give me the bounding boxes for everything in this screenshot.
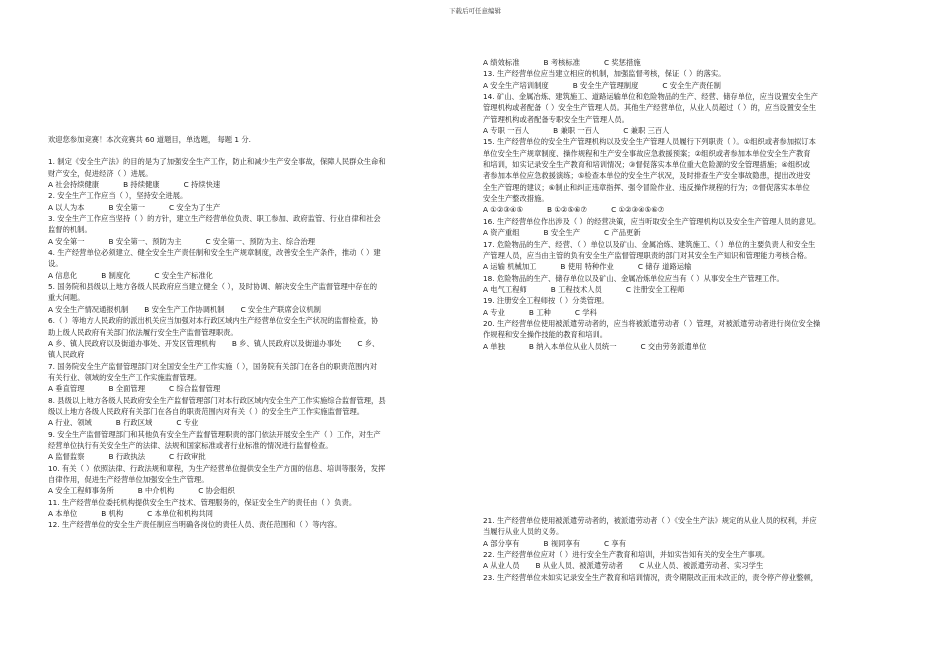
question-text: 设。 bbox=[48, 259, 63, 269]
answer-option: B 工种 bbox=[528, 307, 551, 317]
answer-option: B ①②⑤⑥⑦ bbox=[547, 205, 588, 215]
options-row bbox=[48, 179, 466, 190]
options-row bbox=[48, 508, 466, 519]
question-block bbox=[48, 361, 466, 395]
answer-option: A 运输 机械加工 bbox=[483, 262, 537, 272]
options-row bbox=[483, 125, 903, 136]
question-text: 17. 危险物品的生产、经营、（ ）单位以及矿山、金属冶炼、建筑施工、（ ）单位的主要负责人和安全生 bbox=[483, 239, 816, 249]
answer-option: A 资产重组 bbox=[483, 228, 520, 238]
options-row bbox=[483, 204, 903, 215]
question-text: 者参加本单位应急救援演练；⑤检查本单位的安全生产状况，及时排查生产安全事故隐患，提出改进安 bbox=[483, 171, 811, 181]
question-text: 产管理人员，应当由主管的负有安全生产监督管理职责的部门对其安全生产知识和管理能力考核合格。 bbox=[483, 250, 812, 260]
question-text: 安全生产整改措施。 bbox=[483, 194, 549, 204]
answer-option: B 兼职 一百人 bbox=[553, 126, 600, 136]
question-block bbox=[48, 463, 466, 497]
options-row bbox=[483, 261, 903, 272]
question-text: 自律作用，促进生产经营单位加强安全生产管理。 bbox=[48, 474, 209, 484]
intro-text: 欢迎您参加竞赛！本次竞赛共 60 道题目，单选题， 每题 1 分. bbox=[48, 135, 251, 144]
question-text: 作规程和安全操作技能的教育和培训。 bbox=[483, 330, 608, 340]
question-text: 23. 生产经营单位未如实记录安全生产教育和培训情况，责令期限改正而未改正的，责令停产停业整顿， bbox=[483, 572, 818, 582]
answer-option: B 中介机构 bbox=[137, 486, 175, 496]
answer-option: B 全面管理 bbox=[108, 384, 146, 394]
question-text: 6.（ ）等地方人民政府的派出机关应当加强对本行政区域内生产经营单位安全生产状况的监督检查，协 bbox=[48, 316, 379, 326]
question-text: 9. 安全生产监督管理部门和其他负有安全生产监督管理职责的部门依法开展安全生产（ ）工作，对生产 bbox=[48, 429, 381, 439]
right-column-top bbox=[483, 57, 903, 352]
answer-option: C 产品更新 bbox=[604, 228, 641, 238]
question-block bbox=[483, 295, 903, 318]
question-text: 12. 生产经营单位的安全生产责任制应当明确各岗位的责任人员、责任范围和（ ）等内容。 bbox=[48, 520, 342, 530]
question-text: 4. 生产经营单位必须建立、健全安全生产责任制和安全生产规章制度，改善安全生产条件，推动（ ）建 bbox=[48, 248, 381, 258]
question-block bbox=[483, 318, 903, 352]
question-text: 管理机构或者配备（ ）安全生产管理人员。其他生产经营单位，从业人员超过（ ）的，应当设置安全生 bbox=[483, 103, 816, 113]
question-block bbox=[483, 216, 903, 239]
answer-option: B 持续健康 bbox=[123, 180, 160, 190]
options-row bbox=[48, 383, 466, 394]
answer-option: B 视同享有 bbox=[543, 538, 581, 548]
question-text: 重大问题。 bbox=[48, 293, 85, 303]
question-text: 有关行业、领域的安全生产工作实施监督管理。 bbox=[48, 372, 202, 382]
answer-option: C 综合监督管理 bbox=[169, 384, 221, 394]
answer-option: B 安全生产管理制度 bbox=[572, 80, 639, 90]
answer-option: B 使用 特种作业 bbox=[560, 262, 614, 272]
answer-option: B 乡、镇人民政府以及街道办事处 bbox=[231, 338, 342, 348]
answer-option: B 从业人员、被派遣劳动者 bbox=[535, 561, 624, 571]
answer-option: A 垂直管理 bbox=[48, 384, 85, 394]
question-block bbox=[48, 429, 466, 463]
answer-option: B 安全第一 bbox=[108, 202, 146, 212]
options-row bbox=[48, 451, 466, 462]
answer-option: C 持续快速 bbox=[183, 180, 221, 190]
option-continuation: 镇人民政府 bbox=[48, 350, 85, 360]
answer-option: A 行业、领域 bbox=[48, 418, 92, 428]
question-text: 7. 国务院安全生产监督管理部门对全国安全生产工作实施（ ），国务院有关部门在各自的职责范围内对 bbox=[48, 361, 378, 371]
answer-option: A 本单位 bbox=[48, 509, 78, 518]
question-text: 全生产管理的建议；⑥制止和纠正违章指挥、强令冒险作业、违反操作规程的行为；⑦督促落实本单位 bbox=[483, 182, 810, 192]
answer-option: A 安全工程师事务所 bbox=[48, 486, 114, 496]
answer-option: A 电气工程师 bbox=[483, 284, 527, 294]
options-row bbox=[48, 202, 466, 213]
answer-option: C 注册安全工程师 bbox=[625, 284, 685, 294]
question-block bbox=[48, 213, 466, 247]
question-text: 18. 危险物品的生产、储存单位以及矿山、金属冶炼单位应当有（ ）从事安全生产管理工作。 bbox=[483, 273, 784, 283]
question-block bbox=[483, 57, 903, 68]
answer-option: B 安全第一、预防为主 bbox=[108, 236, 182, 246]
answer-option: A 部分享有 bbox=[483, 538, 520, 548]
question-block bbox=[48, 247, 466, 281]
answer-option: B 制度化 bbox=[101, 270, 131, 280]
answer-option: A 安全生产情况通报机制 bbox=[48, 304, 129, 314]
question-block bbox=[483, 515, 903, 549]
options-row bbox=[483, 341, 903, 352]
answer-option: A 乡、镇人民政府以及街道办事处、开发区管理机构 bbox=[48, 338, 216, 348]
options-row bbox=[48, 417, 466, 428]
answer-option: B 考核标准 bbox=[543, 58, 581, 67]
answer-option: A 安全第一 bbox=[48, 236, 85, 246]
question-text: 13. 生产经营单位应当建立相应的机制，加强监督考核，保证（ ）的落实。 bbox=[483, 69, 726, 79]
options-row bbox=[483, 284, 903, 295]
options-row bbox=[48, 236, 466, 247]
answer-option: C 安全第一、预防为主、综合治理 bbox=[205, 236, 316, 246]
answer-option: C 奖惩措施 bbox=[604, 58, 641, 67]
answer-option: C 交由劳务派遣单位 bbox=[640, 341, 707, 351]
question-block bbox=[483, 239, 903, 273]
question-block bbox=[48, 156, 466, 190]
question-text: 16. 生产经营单位作出涉及（ ）的经营决策，应当听取安全生产管理机构以及安全生产管理人员的意见。 bbox=[483, 216, 821, 226]
answer-option: C 兼职 三百人 bbox=[623, 126, 670, 136]
options-row bbox=[483, 560, 903, 571]
answer-option: C 协会组织 bbox=[198, 486, 235, 496]
question-text: 2. 安全生产工作应当（ ），坚持安全进展。 bbox=[48, 191, 188, 201]
right-column-bottom bbox=[483, 515, 903, 583]
question-text: 8. 县级以上地方各级人民政府安全生产监督管理部门对本行政区域内安全生产工作实施综合监督管理，县 bbox=[48, 395, 386, 405]
answer-option: A ①②③④⑤ bbox=[483, 205, 524, 215]
answer-option: C 本单位和机构共同 bbox=[147, 509, 213, 518]
question-block bbox=[483, 68, 903, 91]
answer-option: C 安全生产联席会议机制 bbox=[240, 304, 321, 314]
question-block bbox=[483, 136, 903, 215]
question-text: 经营单位执行有关安全生产的法律、法规和国家标准或者行业标准的情况进行监督检查。 bbox=[48, 440, 333, 450]
question-block bbox=[483, 91, 903, 136]
answer-option: C 享有 bbox=[604, 538, 627, 548]
question-text: 3. 安全生产工作应当坚持（ ）的方针，建立生产经营单位负责、职工参加、政府监管、行业自律和社会 bbox=[48, 214, 381, 224]
question-list bbox=[483, 57, 903, 352]
question-block bbox=[483, 273, 903, 296]
options-row bbox=[48, 485, 466, 496]
answer-option: C 从业人员、被派遣劳动者、实习学生 bbox=[639, 561, 764, 571]
answer-option: A 专职 一百人 bbox=[483, 126, 530, 136]
answer-option: B 行政区域 bbox=[115, 418, 153, 428]
left-column bbox=[48, 134, 466, 531]
answer-option: C 专业 bbox=[176, 418, 199, 428]
question-text: 助上级人民政府有关部门依法履行安全生产监督管理职责。 bbox=[48, 327, 238, 337]
answer-option: A 绩效标准 bbox=[483, 58, 520, 67]
options-row bbox=[483, 227, 903, 238]
answer-option: B 安全生产 bbox=[543, 228, 581, 238]
question-text: 19. 注册安全工程师按（ ）分类管理。 bbox=[483, 296, 609, 306]
question-text: 22. 生产经营单位应对（ ）进行安全生产教育和培训，并如实告知有关的安全生产事项。 bbox=[483, 550, 770, 560]
question-text: 和培训，如实记录安全生产教育和培训情况；③督促落实本单位重大危险源的安全管理措施；④组织或 bbox=[483, 160, 810, 170]
answer-option: A 以人为本 bbox=[48, 202, 85, 212]
question-block bbox=[483, 572, 903, 583]
question-block bbox=[48, 395, 466, 429]
question-text: 级以上地方各级人民政府有关部门在各自的职责范围内对有关（ ）的安全生产工作实施监督管理。 bbox=[48, 406, 365, 416]
question-block bbox=[48, 519, 466, 530]
options-row bbox=[48, 304, 466, 315]
answer-option: B 行政执法 bbox=[108, 452, 146, 462]
answer-option: C ①②③④⑤⑥⑦ bbox=[611, 205, 665, 215]
question-text: 14. 矿山、金属冶炼、建筑施工、道路运输单位和危险物品的生产、经营、储存单位，应当设置安全生产 bbox=[483, 92, 818, 102]
options-row bbox=[483, 307, 903, 318]
answer-option: A 单独 bbox=[483, 341, 505, 351]
page-header: 下载后可任意编辑 bbox=[449, 7, 501, 15]
answer-option: B 安全生产工作协调机制 bbox=[144, 304, 225, 314]
question-text: 15. 生产经营单位的安全生产管理机构以及安全生产管理人员履行下列职责（ ）。①组织或者参加拟订本 bbox=[483, 137, 816, 147]
answer-option: C 安全为了生产 bbox=[169, 202, 221, 212]
answer-option: A 从业人员 bbox=[483, 561, 520, 571]
answer-option: A 监督监察 bbox=[48, 452, 85, 462]
question-text: 5. 国务院和县级以上地方各级人民政府应当建立健全（ ），及时协调、解决安全生产监督管理中存在的 bbox=[48, 282, 378, 292]
options-row bbox=[483, 80, 903, 91]
question-text: 20. 生产经营单位使用被派遣劳动者的，应当将被派遣劳动者（ ）管理，对被派遣劳动者进行岗位安全操 bbox=[483, 318, 821, 328]
answer-option: C 安全生产标准化 bbox=[154, 270, 213, 280]
answer-option: A 专业 bbox=[483, 307, 505, 317]
options-row bbox=[48, 270, 466, 281]
question-block bbox=[483, 549, 903, 572]
answer-option: B 工程技术人员 bbox=[550, 284, 602, 294]
answer-option: B 纳入本单位从业人员统一 bbox=[528, 341, 617, 351]
answer-option: B 机构 bbox=[101, 509, 124, 518]
question-text: 监督的机制。 bbox=[48, 225, 92, 235]
question-text: 1. 制定《安全生产法》的目的是为了加强安全生产工作，防止和减少生产安全事故，保障人民群众生命和 bbox=[48, 157, 386, 167]
answer-option: A 安全生产培训制度 bbox=[483, 80, 549, 90]
question-text: 财产安全，促进经济（ ）进展。 bbox=[48, 168, 153, 178]
question-block bbox=[48, 281, 466, 315]
answer-option: C 储存 道路运输 bbox=[637, 262, 692, 272]
question-block bbox=[48, 497, 466, 520]
answer-option: A 信息化 bbox=[48, 270, 78, 280]
question-block bbox=[48, 190, 466, 213]
answer-option: A 社会持续健康 bbox=[48, 180, 100, 190]
question-text: 21. 生产经营单位使用被派遣劳动者的，被派遣劳动者（ ）《安全生产法》规定的从业人员的权利，并应 bbox=[483, 516, 817, 525]
answer-option: C 安全生产责任制 bbox=[662, 80, 721, 90]
question-list bbox=[483, 515, 903, 583]
question-text: 单位安全生产规章制度、操作规程和生产安全事故应急救援预案；②组织或者参加本单位安全生产教育 bbox=[483, 148, 811, 158]
question-list bbox=[48, 156, 466, 530]
question-block bbox=[48, 315, 466, 360]
options-row bbox=[483, 538, 903, 549]
answer-option: C 学科 bbox=[574, 307, 597, 317]
question-text: 产管理机构或者配备专职安全生产管理人员。 bbox=[483, 114, 629, 124]
question-text: 11. 生产经营单位委托机构提供安全生产技术、管理服务的，保证安全生产的责任由（ ）负责。 bbox=[48, 497, 357, 507]
options-row bbox=[48, 338, 466, 349]
answer-option: C 行政审批 bbox=[169, 452, 206, 462]
question-text: 当履行从业人员的义务。 bbox=[483, 527, 564, 537]
options-row bbox=[483, 57, 903, 68]
answer-option: C 乡、 bbox=[357, 338, 380, 348]
question-text: 10. 有关（ ）依照法律、行政法规和章程，为生产经营单位提供安全生产方面的信息、培训等服务，发挥 bbox=[48, 463, 386, 473]
